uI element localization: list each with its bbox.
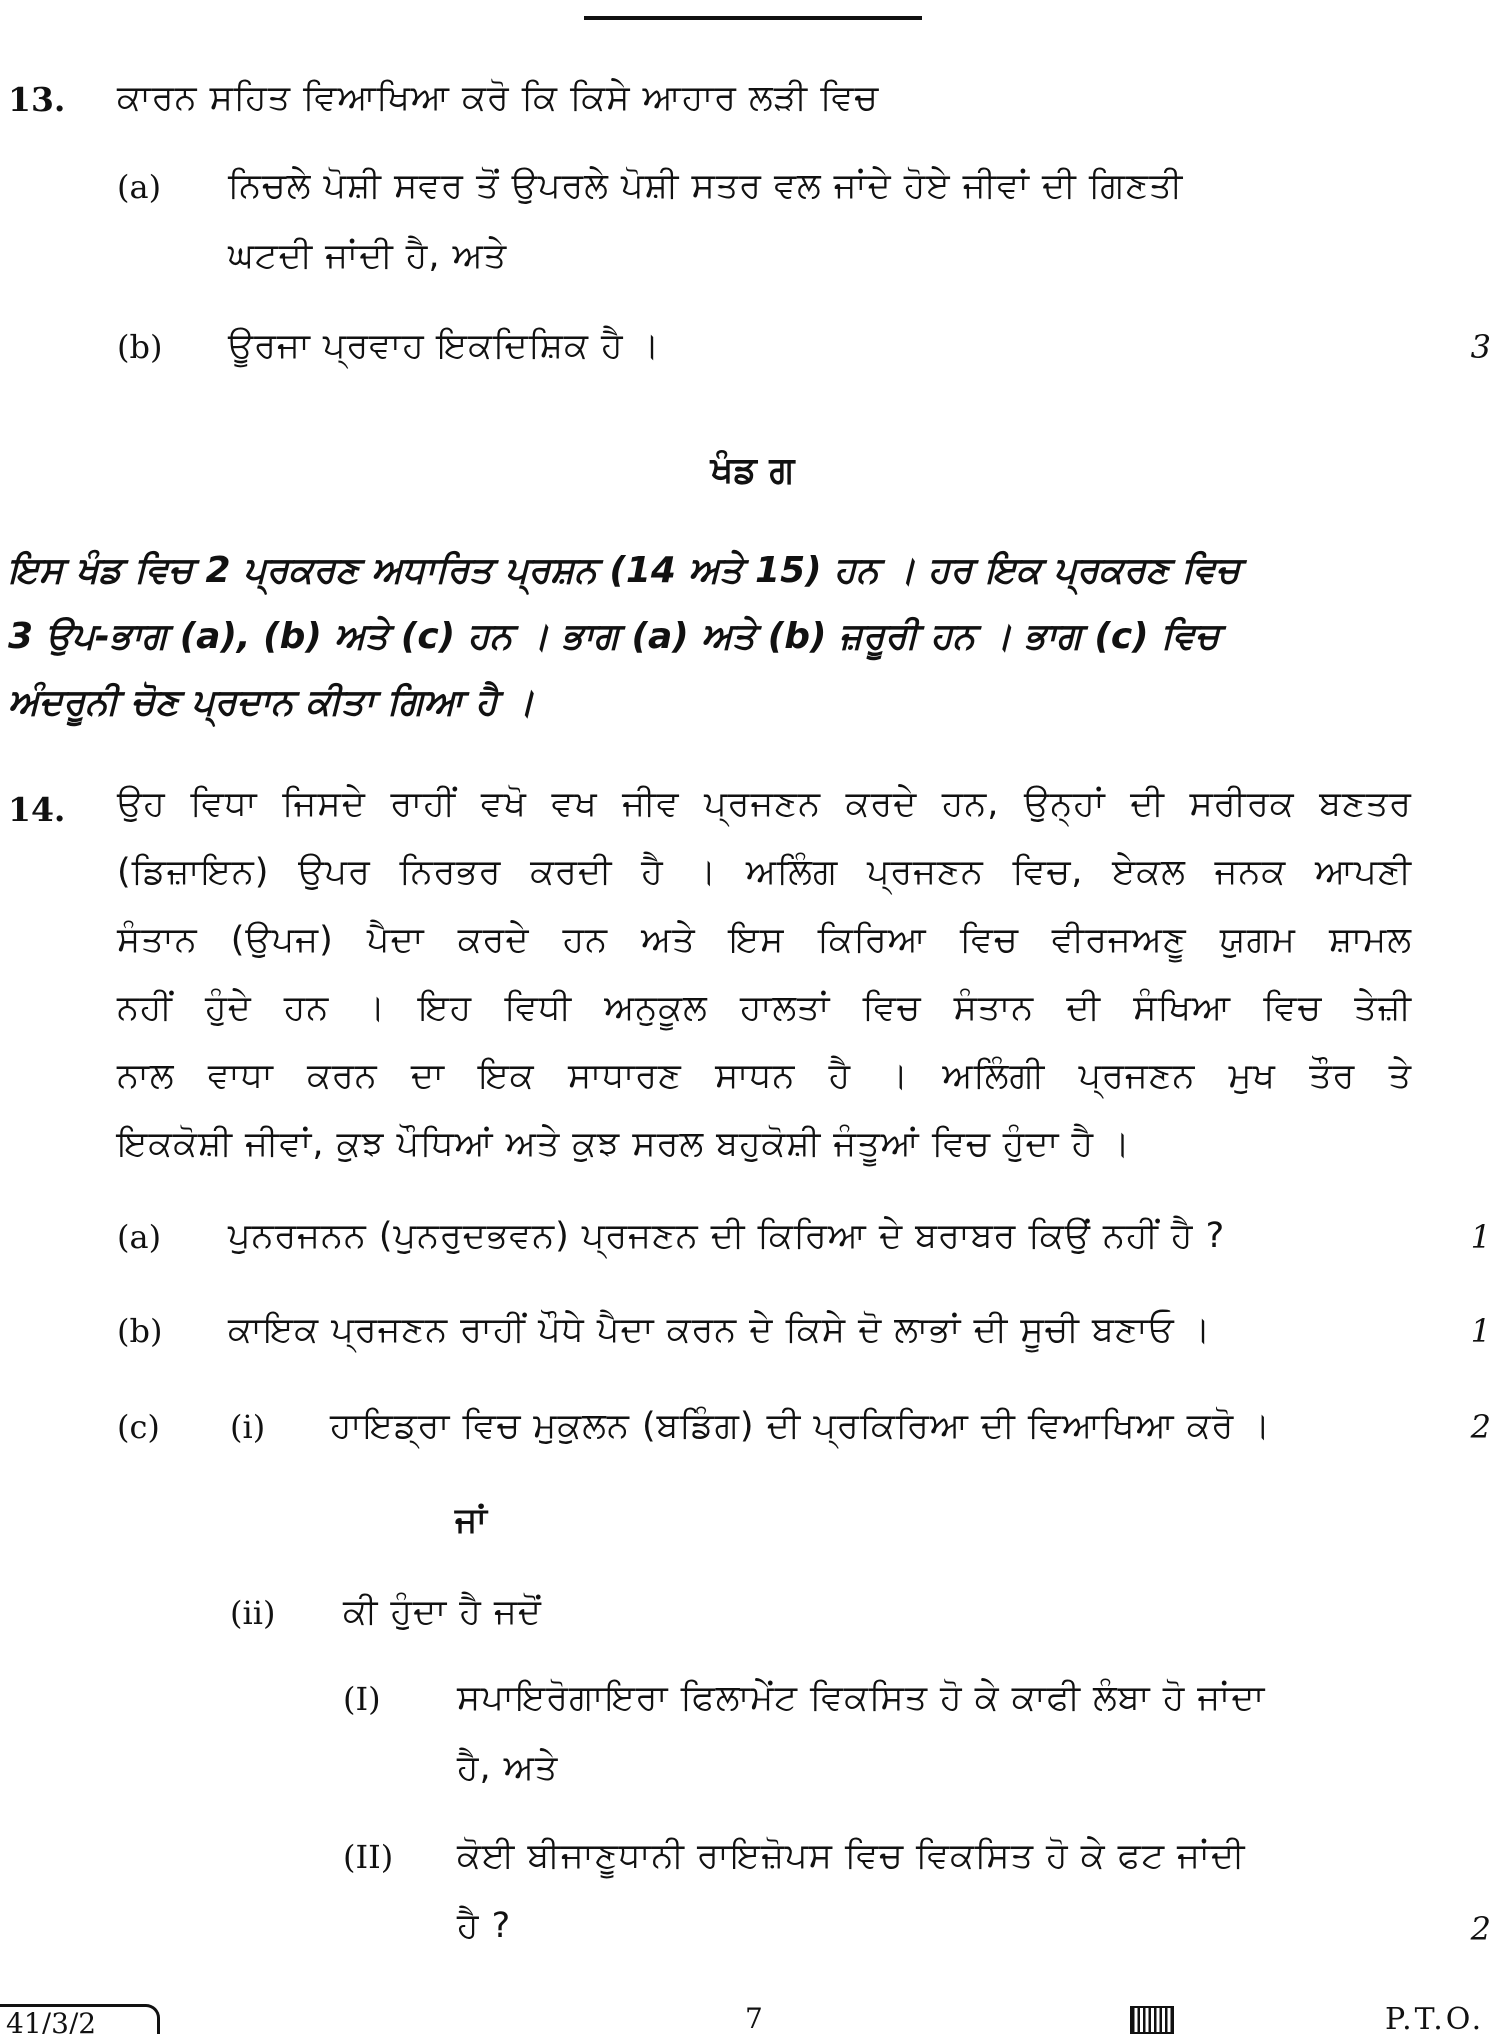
q14-para-line-6: ਇਕਕੋਸ਼ੀ ਜੀਵਾਂ, ਕੁਝ ਪੌਧਿਆਂ ਅਤੇ ਕੁਝ ਸਰਲ ਬਹੁਕੋਸ਼ੀ ਜੰਤੂਆਂ ਵਿਚ ਹੁੰਦਾ ਹੈ । [117,1124,1131,1164]
q14-para-line-5: ਨਾਲ ਵਾਧਾ ਕਰਨ ਦਾ ਇਕ ਸਾਧਾਰਣ ਸਾਧਨ ਹੈ । ਅਲਿੰਗੀ ਪ੍ਰਜਣਨ ਮੁਖ ਤੌਰ ਤੇ [117,1056,1412,1096]
q14-II-label: (II) [343,1838,394,1876]
paper-code: 41/3/2 [0,2004,160,2034]
instr-line-1: ਇਸ ਖੰਡ ਵਿਚ 2 ਪ੍ਰਕਰਣ ਅਧਾਰਿਤ ਪ੍ਰਸ਼ਨ (14 ਅਤੇ 15) ਹਨ । ਹਰ ਇਕ ਪ੍ਰਕਰਣ ਵਿਚ [8,550,1241,591]
q14-c-i-marks: 2 [1470,1408,1491,1446]
q14-b-text: ਕਾਇਕ ਪ੍ਰਜਣਨ ਰਾਹੀਂ ਪੌਧੇ ਪੈਦਾ ਕਰਨ ਦੇ ਕਿਸੇ ਦੋ ਲਾਭਾਂ ਦੀ ਸੂਚੀ ਬਣਾਓ । [228,1310,1212,1350]
section-title: ਖੰਡ ਗ [710,450,795,491]
q14-para-line-4: ਨਹੀਂ ਹੁੰਦੇ ਹਨ । ਇਹ ਵਿਧੀ ਅਨੁਕੂਲ ਹਾਲਤਾਂ ਵਿਚ ਸੰਤਾਨ ਦੀ ਸੰਖਿਆ ਵਿਚ ਤੇਜ਼ੀ [117,988,1412,1028]
q14-c-label: (c) [117,1408,160,1446]
q14-c-ii-marks: 2 [1470,1910,1491,1948]
q14-para-line-1: ਉਹ ਵਿਧਾ ਜਿਸਦੇ ਰਾਹੀਂ ਵਖੋ ਵਖ ਜੀਵ ਪ੍ਰਜਣਨ ਕਰਦੇ ਹਨ, ਉਨ੍ਹਾਂ ਦੀ ਸਰੀਰਕ ਬਣਤਰ [117,784,1412,824]
q14-I-label: (I) [343,1680,381,1718]
qr-code-icon [1130,2006,1174,2034]
q14-c-i-label: (i) [230,1408,266,1446]
top-rule [584,16,922,20]
q14-a-marks: 1 [1470,1218,1491,1256]
q13-a-line1: ਨਿਚਲੇ ਪੋਸ਼ੀ ਸਵਰ ਤੋਂ ਉਪਰਲੇ ਪੋਸ਼ੀ ਸਤਰ ਵਲ ਜਾਂਦੇ ਹੋਏ ਜੀਵਾਂ ਦੀ ਗਿਣਤੀ [228,166,1184,206]
instr-line-2: 3 ਉਪ-ਭਾਗ (a), (b) ਅਤੇ (c) ਹਨ । ਭਾਗ (a) ਅਤੇ (b) ਜ਼ਰੂਰੀ ਹਨ । ਭਾਗ (c) ਵਿਚ [8,616,1220,657]
q14-paragraph [117,770,1412,1178]
pto-label: P.T.O. [1385,2002,1485,2034]
q13-a-label: (a) [117,168,162,206]
q14-I-line1: ਸਪਾਇਰੋਗਾਇਰਾ ਫਿਲਾਮੇਂਟ ਵਿਕਸਿਤ ਹੋ ਕੇ ਕਾਫੀ ਲੰਬਾ ਹੋ ਜਾਂਦਾ [457,1678,1266,1718]
q14-a-text: ਪੁਨਰਜਨਨ (ਪੁਨਰੁਦਭਵਨ) ਪ੍ਰਜਣਨ ਦੀ ਕਿਰਿਆ ਦੇ ਬਰਾਬਰ ਕਿਉਂ ਨਹੀਂ ਹੈ ? [228,1216,1226,1256]
q14-I-line2: ਹੈ, ਅਤੇ [457,1748,559,1788]
q13-stem: ਕਾਰਨ ਸਹਿਤ ਵਿਆਖਿਆ ਕਰੋ ਕਿ ਕਿਸੇ ਆਹਾਰ ਲੜੀ ਵਿਚ [117,78,879,118]
q14-b-label: (b) [117,1312,163,1350]
or-label: ਜਾਂ [455,1500,487,1540]
q13-b-label: (b) [117,328,163,366]
q14-c-i-text: ਹਾਇਡ੍ਰਾ ਵਿਚ ਮੁਕੁਲਨ (ਬਡਿੰਗ) ਦੀ ਪ੍ਰਕਿਰਿਆ ਦੀ ਵਿਆਖਿਆ ਕਰੋ । [330,1406,1272,1446]
q14-para-line-2: (ਡਿਜ਼ਾਇਨ) ਉਪਰ ਨਿਰਭਰ ਕਰਦੀ ਹੈ । ਅਲਿੰਗ ਪ੍ਰਜਣਨ ਵਿਚ, ਏਕਲ ਜਨਕ ਆਪਣੀ [117,852,1412,892]
q13-b-text: ਊਰਜਾ ਪ੍ਰਵਾਹ ਇਕਦਿਸ਼ਿਕ ਹੈ । [228,326,661,366]
instr-line-3: ਅੰਦਰੂਨੀ ਚੋਣ ਪ੍ਰਦਾਨ ਕੀਤਾ ਗਿਆ ਹੈ । [8,682,535,723]
page-number: 7 [745,2002,763,2034]
q14-c-ii-label: (ii) [230,1594,276,1632]
q14-a-label: (a) [117,1218,162,1256]
section-instructions [8,538,1418,736]
q13-marks: 3 [1470,328,1491,366]
q13-a-line2: ਘਟਦੀ ਜਾਂਦੀ ਹੈ, ਅਤੇ [228,236,508,276]
q13-number: 13. [8,80,66,119]
q14-number: 14. [8,790,66,829]
q14-c-ii-text: ਕੀ ਹੁੰਦਾ ਹੈ ਜਦੋਂ [343,1592,542,1632]
q14-II-line1: ਕੋਈ ਬੀਜਾਣੂਧਾਨੀ ਰਾਇਜ਼ੋਪਸ ਵਿਚ ਵਿਕਸਿਤ ਹੋ ਕੇ ਫਟ ਜਾਂਦੀ [457,1836,1246,1876]
q14-II-line2: ਹੈ ? [457,1906,512,1946]
q14-b-marks: 1 [1470,1312,1491,1350]
q14-para-line-3: ਸੰਤਾਨ (ਉਪਜ) ਪੈਦਾ ਕਰਦੇ ਹਨ ਅਤੇ ਇਸ ਕਿਰਿਆ ਵਿਚ ਵੀਰਜਅਣੂ ਯੁਗਮ ਸ਼ਾਮਲ [117,920,1412,960]
